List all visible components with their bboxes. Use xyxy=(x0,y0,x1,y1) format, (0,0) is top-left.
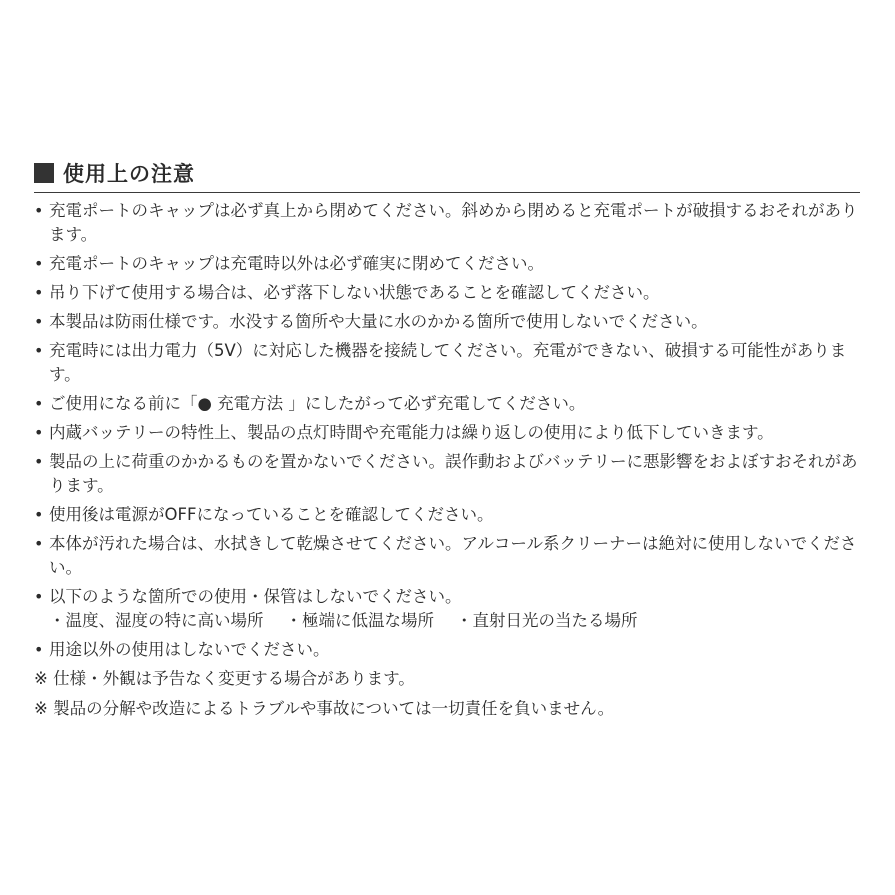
list-item: • 本体が汚れた場合は、水拭きして乾燥させてください。アルコール系クリーナーは絶対に使用しないでください。 xyxy=(34,534,857,577)
bullet-icon: • xyxy=(34,587,44,606)
bullet-icon: • xyxy=(34,394,44,413)
list-item: • 吊り下げて使用する場合は、必ず落下しない状態であることを確認してください。 xyxy=(34,281,860,305)
section-heading xyxy=(34,158,860,193)
bullet-icon: • xyxy=(34,312,44,331)
list-item: • 充電時には出力電力（5V）に対応した機器を接続してください。充電ができない、破損する可能性があります。 xyxy=(34,341,847,384)
list-item: • ご使用になる前に「● 充電方法 」にしたがって必ず充電してください。 xyxy=(34,392,860,416)
list-item: • 以下のような箇所での使用・保管はしないでください。 ・温度、湿度の特に高い場所 ・極端に低温な場所 ・直射日光の当たる場所 xyxy=(34,585,860,633)
bullet-icon: • xyxy=(34,283,44,302)
bullet-icon: • xyxy=(34,423,44,442)
list-item: • 製品の上に荷重のかかるものを置かないでください。誤作動およびバッテリーに悪影響をおよぼすおそれがあります。 xyxy=(34,452,858,495)
bullet-icon: • xyxy=(34,201,44,220)
list-item: • 本製品は防雨仕様です。水没する箇所や大量に水のかかる箇所で使用しないでください。 xyxy=(34,310,860,334)
sub-list-item: ・温度、湿度の特に高い場所 xyxy=(49,611,264,630)
list-item: • 内蔵バッテリーの特性上、製品の点灯時間や充電能力は繰り返しの使用により低下していきます。 xyxy=(34,421,860,445)
list-item: • 充電ポートのキャップは充電時以外は必ず確実に閉めてください。 xyxy=(34,252,860,276)
bullet-icon: • xyxy=(34,505,44,524)
caution-section xyxy=(34,158,860,727)
bullet-icon: • xyxy=(34,534,44,553)
list-item: • 用途以外の使用はしないでください。 xyxy=(34,638,860,662)
square-bullet-icon xyxy=(34,163,54,183)
sub-list-item: ・直射日光の当たる場所 xyxy=(456,611,638,630)
notes xyxy=(34,667,860,721)
bullet-icon: • xyxy=(34,452,44,471)
bullet-icon: • xyxy=(34,640,44,659)
note-line: ※ 仕様・外観は予告なく変更する場合があります。 xyxy=(34,669,415,688)
location-sub-list xyxy=(49,609,860,633)
note-line: ※ 製品の分解や改造によるトラブルや事故については一切責任を負いません。 xyxy=(34,699,615,718)
bullet-icon: • xyxy=(34,254,44,273)
sub-list-item: ・極端に低温な場所 xyxy=(285,611,434,630)
section-title: 使用上の注意 xyxy=(63,162,195,186)
list-item: • 使用後は電源がOFFになっていることを確認してください。 xyxy=(34,503,860,527)
caution-list xyxy=(34,199,860,662)
bullet-icon: • xyxy=(34,341,44,360)
list-item: • 充電ポートのキャップは必ず真上から閉めてください。斜めから閉めると充電ポートが破損するおそれがあります。 xyxy=(34,201,858,244)
